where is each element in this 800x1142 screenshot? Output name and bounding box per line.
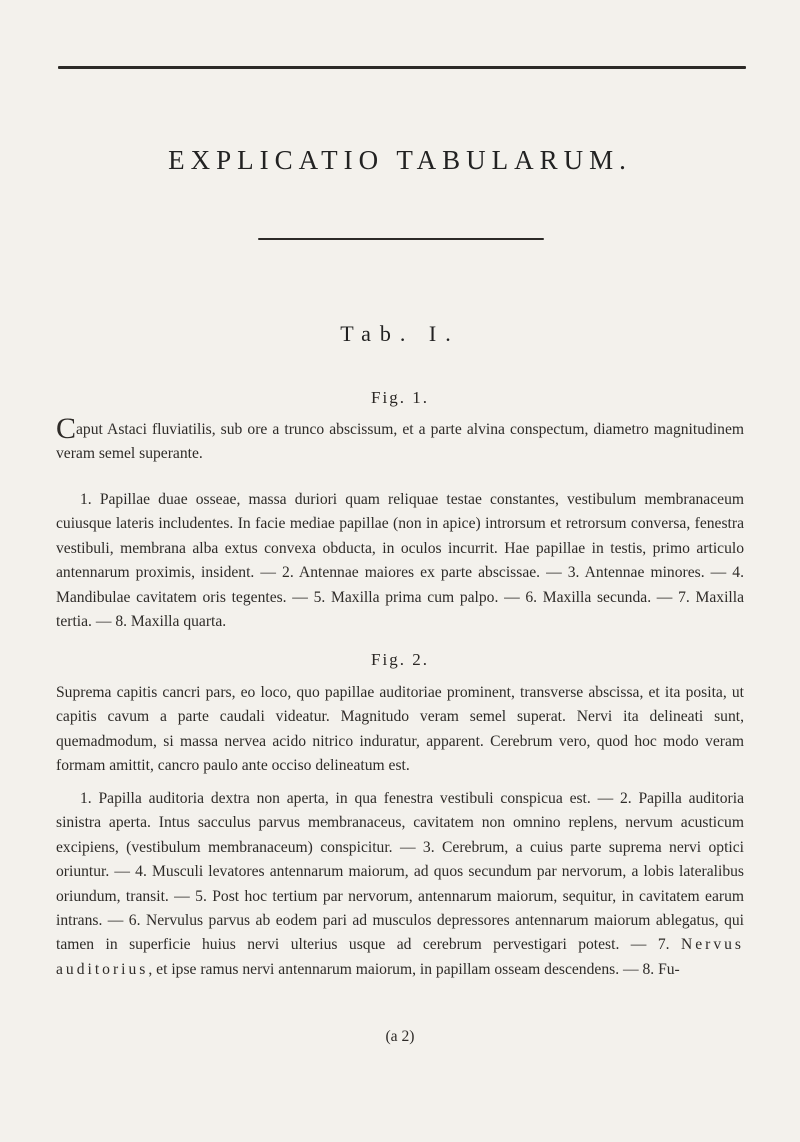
fig1-dropcap: C (56, 412, 77, 445)
top-rule (58, 66, 746, 69)
fig2-legend-text-b: , et ipse ramus nervi antennarum maiorum, in papillam osseam descendens. — 8. Fu- (148, 960, 680, 978)
tab-heading: Tab. I. (340, 321, 460, 346)
fig2-legend-text-a: 1. Papilla auditoria dextra non aperta, in qua fenestra vestibuli conspicua est. — 2. Papilla auditoria sinistra aperta. Intus sacculus parvus membranaceus, cavitatem non omnino replens, nervum acusticum excipiens, (vestibulum membranaceum) conspicitur. — 3. Cerebrum, a cuius parte suprema nervi optici oriuntur. — 4. Musculi levatores antennarum maiorum, ad quos secundum par nervorum, a lobis lateralibus oriundum, transit. — 5. Post hoc tertium par nervorum, antennarum maiorum, sequitur, in cavitatem earum intrans. — 6. Nervulus parvus ab eodem pari ad musculos depressores antennarum maiorum ablegatus, qui tamen in superficie huius nervi ulterius usque ad cerebrum pervestigari potest. — 7. (56, 790, 744, 954)
fig1-intro-text: aput Astaci fluviatilis, sub ore a trunco abscissum, et a parte alvina conspectum, diametro magnitudinem veram semel superante. (56, 421, 744, 463)
title-rule (258, 238, 544, 240)
fig2-legend-paragraph (56, 787, 744, 982)
page-title: EXPLICATIO TABULARUM. (168, 145, 632, 175)
fig2-intro-paragraph: Suprema capitis cancri pars, eo loco, quo papillae auditoriae prominent, transverse abscissa, et ita posita, ut capitis cavum a parte caudali videatur. Magnitudo veram semel superat. Nervi ita delineati sunt, quemadmodum, si massa nervea acido nitrico induratur, apparent. Cerebrum vero, quod hoc modo veram formam amittit, cancro paulo ante occiso delineatum est. (56, 684, 744, 775)
page-signature: (a 2) (385, 1028, 415, 1045)
fig1-heading: Fig. 1. (371, 388, 429, 407)
fig2-legend-spaced-term: Nervus auditorius (56, 936, 744, 978)
fig2-heading: Fig. 2. (371, 650, 429, 669)
fig1-intro-paragraph (56, 412, 744, 467)
fig1-legend-paragraph: 1. Papillae duae osseae, massa duriori quam reliquae testae constantes, vestibulum membranaceum cuiusque lateris includentes. In facie mediae papillae (non in apice) introrsum et retrorsum conversa, fenestra vestibuli, membrana alba extus convexa obducta, in oculos incurrit. Hae papillae in testis, primo articulo antennarum proximis, insident. — 2. Antennae maiores ex parte abscissae. — 3. Antennae minores. — 4. Mandibulae cavitatem oris tegentes. — 5. Maxilla prima cum palpo. — 6. Maxilla secunda. — 7. Maxilla tertia. — 8. Maxilla quarta. (56, 491, 744, 631)
